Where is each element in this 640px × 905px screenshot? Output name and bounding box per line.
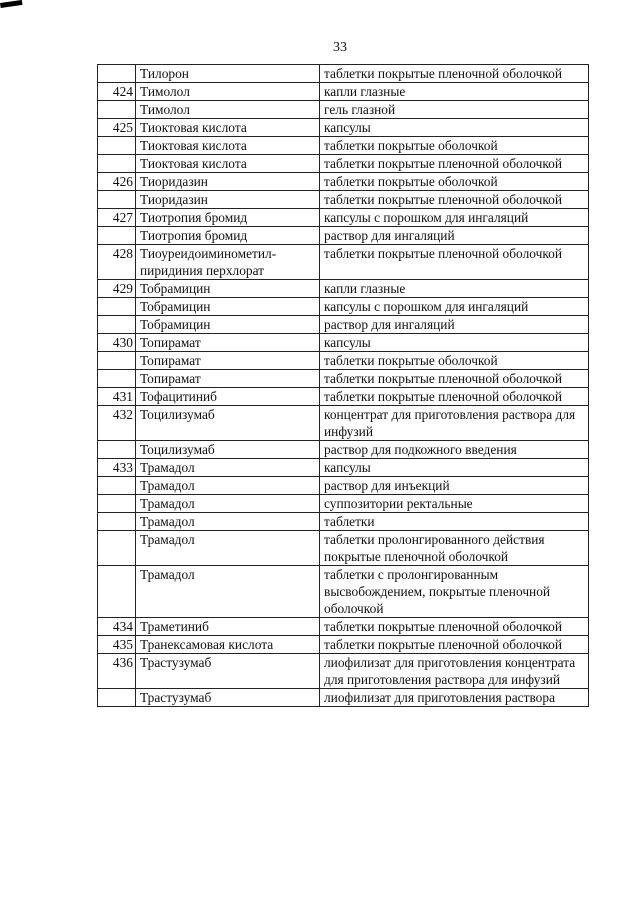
row-number: 427 (98, 209, 136, 227)
drug-name: Тимолол (136, 83, 320, 101)
drug-name: Трамадол (136, 495, 320, 513)
drug-name: Топирамат (136, 334, 320, 352)
table-row (98, 334, 589, 352)
row-number (98, 191, 136, 209)
row-number: 431 (98, 388, 136, 406)
table-row (98, 513, 589, 531)
dosage-form: капсулы (320, 119, 589, 137)
row-number: 434 (98, 618, 136, 636)
drug-name: Тиоктовая кислота (136, 155, 320, 173)
dosage-form: таблетки покрытые пленочной оболочкой (320, 245, 589, 280)
table-row (98, 155, 589, 173)
row-number (98, 227, 136, 245)
table-row (98, 531, 589, 566)
drug-table (97, 64, 589, 707)
dosage-form: таблетки покрытые пленочной оболочкой (320, 618, 589, 636)
drug-name: Трамадол (136, 531, 320, 566)
row-number (98, 477, 136, 495)
table-row (98, 636, 589, 654)
table-row (98, 101, 589, 119)
row-number (98, 101, 136, 119)
dosage-form: таблетки покрытые пленочной оболочкой (320, 191, 589, 209)
row-number: 429 (98, 280, 136, 298)
table-row (98, 477, 589, 495)
table-row (98, 227, 589, 245)
drug-name: Тиоктовая кислота (136, 137, 320, 155)
table-row (98, 298, 589, 316)
table-row (98, 191, 589, 209)
dosage-form: капсулы (320, 459, 589, 477)
dosage-form: таблетки покрытые оболочкой (320, 137, 589, 155)
row-number (98, 441, 136, 459)
dosage-form: таблетки покрытые пленочной оболочкой (320, 388, 589, 406)
row-number: 428 (98, 245, 136, 280)
row-number (98, 495, 136, 513)
row-number (98, 566, 136, 618)
drug-name: Трамадол (136, 459, 320, 477)
dosage-form: таблетки с пролонгированным высвобождением, покрытые пленочной оболочкой (320, 566, 589, 618)
row-number (98, 513, 136, 531)
row-number (98, 352, 136, 370)
dosage-form: лиофилизат для приготовления раствора (320, 689, 589, 707)
table-row (98, 370, 589, 388)
row-number (98, 689, 136, 707)
table-row (98, 119, 589, 137)
row-number: 436 (98, 654, 136, 689)
drug-name: Тобрамицин (136, 316, 320, 334)
dosage-form: таблетки покрытые оболочкой (320, 173, 589, 191)
table-row (98, 654, 589, 689)
drug-name: Тобрамицин (136, 280, 320, 298)
drug-name: Транексамовая кислота (136, 636, 320, 654)
table-row (98, 352, 589, 370)
row-number (98, 316, 136, 334)
table-row (98, 618, 589, 636)
dosage-form: таблетки покрытые пленочной оболочкой (320, 636, 589, 654)
drug-name: Тобрамицин (136, 298, 320, 316)
row-number: 424 (98, 83, 136, 101)
dosage-form: концентрат для приготовления раствора для инфузий (320, 406, 589, 441)
table-row (98, 459, 589, 477)
table-row (98, 441, 589, 459)
drug-name: Тиоридазин (136, 191, 320, 209)
dosage-form: гель глазной (320, 101, 589, 119)
dosage-form: таблетки (320, 513, 589, 531)
row-number (98, 531, 136, 566)
dosage-form: таблетки покрытые пленочной оболочкой (320, 370, 589, 388)
page-number: 33 (333, 40, 347, 55)
table-row (98, 173, 589, 191)
drug-name: Тиотропия бромид (136, 227, 320, 245)
row-number: 425 (98, 119, 136, 137)
drug-name: Трамадол (136, 477, 320, 495)
table-row (98, 65, 589, 83)
row-number (98, 65, 136, 83)
drug-name: Тофацитиниб (136, 388, 320, 406)
drug-name: Топирамат (136, 370, 320, 388)
drug-name: Трастузумаб (136, 689, 320, 707)
table-row (98, 280, 589, 298)
row-number (98, 370, 136, 388)
dosage-form: таблетки покрытые пленочной оболочкой (320, 65, 589, 83)
drug-name: Тиоридазин (136, 173, 320, 191)
dosage-form: капсулы с порошком для ингаляций (320, 298, 589, 316)
dosage-form: суппозитории ректальные (320, 495, 589, 513)
table-row (98, 689, 589, 707)
table-row (98, 83, 589, 101)
drug-name: Тиоктовая кислота (136, 119, 320, 137)
row-number: 426 (98, 173, 136, 191)
corner-mark (0, 0, 22, 8)
row-number: 433 (98, 459, 136, 477)
drug-name: Тоцилизумаб (136, 406, 320, 441)
row-number: 432 (98, 406, 136, 441)
dosage-form: таблетки покрытые пленочной оболочкой (320, 155, 589, 173)
dosage-form: капли глазные (320, 280, 589, 298)
table-row (98, 388, 589, 406)
dosage-form: капсулы с порошком для ингаляций (320, 209, 589, 227)
table-row (98, 406, 589, 441)
drug-name: Трамадол (136, 513, 320, 531)
table-row (98, 495, 589, 513)
dosage-form: капсулы (320, 334, 589, 352)
drug-name: Тилорон (136, 65, 320, 83)
table-row (98, 137, 589, 155)
drug-name: Тимолол (136, 101, 320, 119)
table-row (98, 566, 589, 618)
table-body (98, 65, 589, 707)
drug-name: Тиотропия бромид (136, 209, 320, 227)
row-number (98, 137, 136, 155)
drug-name: Топирамат (136, 352, 320, 370)
dosage-form: таблетки пролонгированного действия покрытые пленочной оболочкой (320, 531, 589, 566)
table-row (98, 245, 589, 280)
row-number (98, 155, 136, 173)
table-row (98, 209, 589, 227)
dosage-form: таблетки покрытые оболочкой (320, 352, 589, 370)
row-number: 435 (98, 636, 136, 654)
dosage-form: капли глазные (320, 83, 589, 101)
table-row (98, 316, 589, 334)
dosage-form: раствор для подкожного введения (320, 441, 589, 459)
dosage-form: раствор для инъекций (320, 477, 589, 495)
drug-name: Траметиниб (136, 618, 320, 636)
drug-name: Трамадол (136, 566, 320, 618)
dosage-form: раствор для ингаляций (320, 316, 589, 334)
row-number: 430 (98, 334, 136, 352)
drug-name: Тиоуреидоиминометил-пиридиния перхлорат (136, 245, 320, 280)
row-number (98, 298, 136, 316)
drug-name: Трастузумаб (136, 654, 320, 689)
dosage-form: раствор для ингаляций (320, 227, 589, 245)
dosage-form: лиофилизат для приготовления концентрата для приготовления раствора для инфузий (320, 654, 589, 689)
drug-name: Тоцилизумаб (136, 441, 320, 459)
